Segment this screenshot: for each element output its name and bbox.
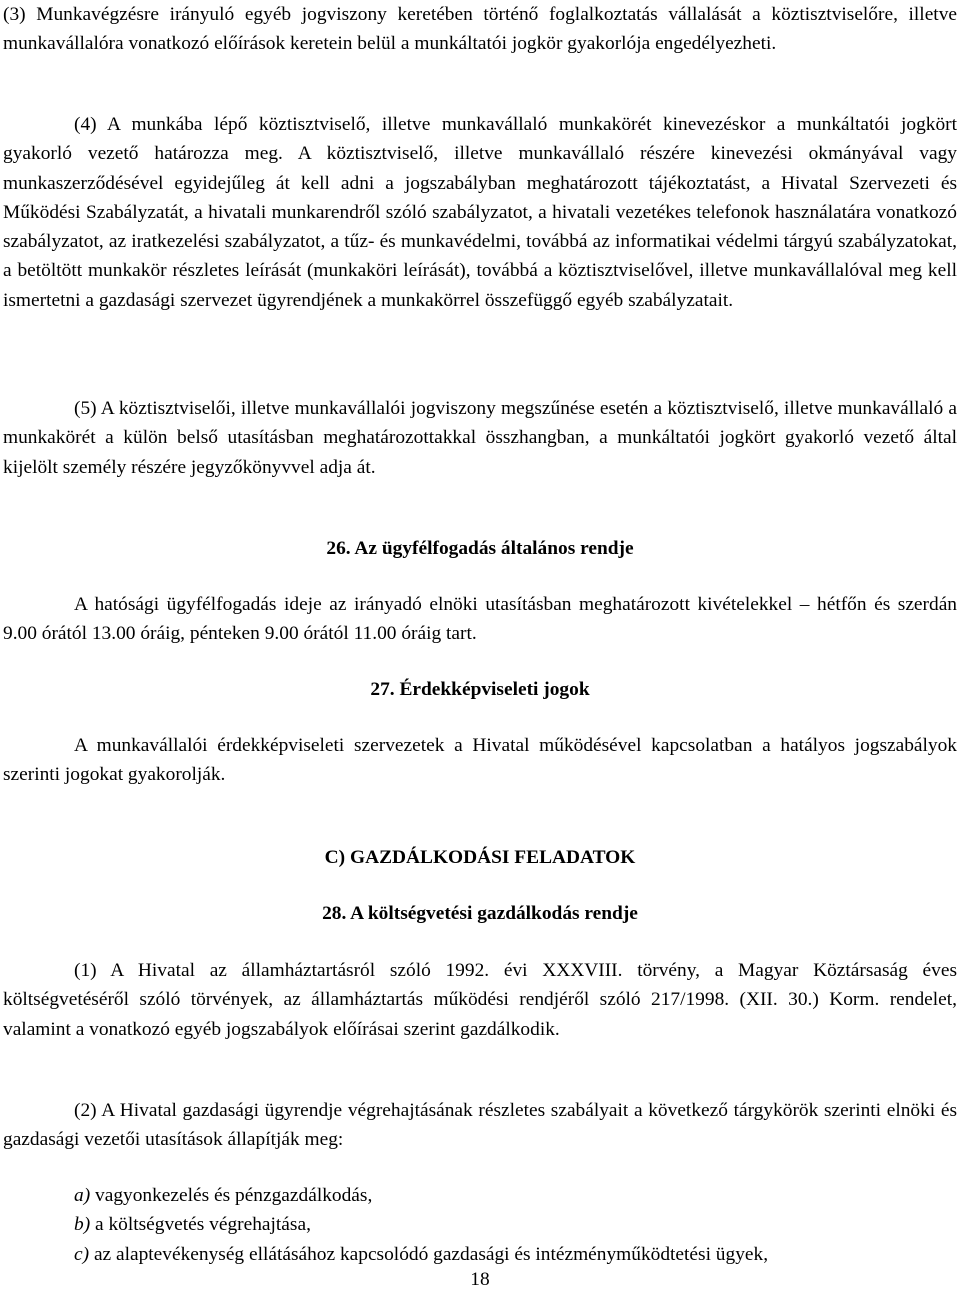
section-27-heading: 27. Érdekképviseleti jogok [370, 679, 590, 700]
section-28-paragraph-1: (1) A Hivatal az államháztartásról szóló 1992. évi XXXVIII. törvény, a Magyar Köztársaság éves költségvetéséről szóló törvények, az államháztartás működési rendjéről szóló 217/1998. (XII. 30.) Korm. rendelet, valamint a vonatkozó egyéb jogszabályok előírásai szerint gazdálkodik. [3, 960, 957, 1040]
section-28-heading: 28. A költségvetési gazdálkodás rendje [322, 903, 638, 924]
page-number: 18 [470, 1269, 490, 1290]
section-26-heading: 26. Az ügyfélfogadás általános rendje [326, 538, 634, 559]
section-28-paragraph-2: (2) A Hivatal gazdasági ügyrendje végrehajtásának részletes szabályait a következő tárgykörök szerinti elnöki és gazdasági vezetői utasítások állapítják meg: [3, 1100, 957, 1151]
section-28-list [3, 1181, 957, 1269]
list-item [74, 1181, 957, 1210]
section-26-text: A hatósági ügyfélfogadás ideje az irányadó elnöki utasításban meghatározott kivételekkel – hétfőn és szerdán 9.00 órától 13.00 óráig, pénteken 9.00 órától 11.00 óráig tart. [3, 594, 957, 645]
list-item [74, 1240, 957, 1269]
paragraph-4: (4) A munkába lépő köztisztviselő, illetve munkavállaló munkakörét kinevezéskor a munkáltatói jogkört gyakorló vezető határozza meg. A köztisztviselő, illetve munkavállaló részére kinevezési okmányával vagy munkaszerződésével egyidejűleg át kell adni a jogszabályban meghatározott tájékoztatást, a Hivatal Szervezeti és Működési Szabályzatát, a hivatali munkarendről szóló szabályzatot, a hivatali vezetékes telefonok használatára vonatkozó szabályzatot, az iratkezelési szabályzatot, a tűz- és munkavédelmi, továbbá az informatikai védelmi tárgyú szabályzatokat, a betöltött munkakör részletes leírását (munkaköri leírását), továbbá a köztisztviselővel, illetve munkavállalóval meg kell ismertetni a gazdasági szervezet ügyrendjének a munkakörrel összefüggő egyéb szabályzatait. [3, 114, 957, 311]
chapter-c-heading: C) GAZDÁLKODÁSI FELADATOK [324, 847, 636, 868]
list-item-marker: a) [74, 1185, 91, 1206]
list-item-text: a költségvetés végrehajtása, [95, 1214, 311, 1236]
list-item-marker: b) [74, 1214, 91, 1236]
list-item [74, 1210, 957, 1239]
paragraph-5: (5) A köztisztviselői, illetve munkavállalói jogviszony megszűnése esetén a köztisztviselő, illetve munkavállaló a munkakörét a külön belső utasításban meghatározottakkal összhangban, a munkáltatói jogkört gyakorló vezető által kijelölt személy részére jegyzőkönyvvel adja át. [3, 398, 957, 478]
list-item-text: vagyonkezelés és pénzgazdálkodás, [95, 1185, 373, 1206]
paragraph-3: (3) Munkavégzésre irányuló egyéb jogviszony keretében történő foglalkoztatás vállalását a köztisztviselőre, illetve munkavállalóra vonatkozó előírások keretein belül a munkáltatói jogkör gyakorlója engedélyezheti. [3, 4, 957, 55]
list-item-marker: c) [74, 1243, 90, 1265]
section-27-text: A munkavállalói érdekképviseleti szervezetek a Hivatal működésével kapcsolatban a hatályos jogszabályok szerinti jogokat gyakorolják. [3, 735, 957, 786]
list-item-text: az alaptevékenység ellátásához kapcsolódó gazdasági és intézményműködtetési ügyek, [93, 1243, 769, 1265]
